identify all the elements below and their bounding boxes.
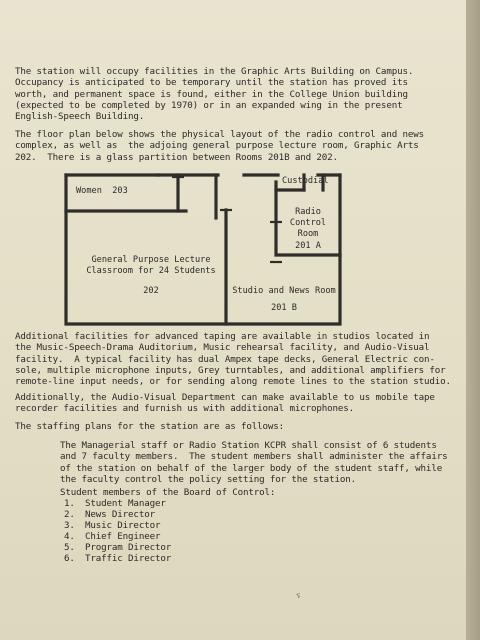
radio-control-number: 201 A xyxy=(295,241,321,251)
stray-pen-mark: ร xyxy=(296,591,301,600)
list-item: Chief Engineer xyxy=(85,531,161,542)
list-item: News Director xyxy=(85,509,155,520)
custodial-label: Custodial xyxy=(282,176,329,186)
lecture-room-number: 202 xyxy=(143,286,159,296)
staffing-intro: The staffing plans for the station are as follows: xyxy=(15,421,285,432)
list-item-number: 1. xyxy=(64,498,75,509)
intro-paragraph: The station will occupy facilities in the Graphic Arts Building on Campus. Occupancy is anticipated to be temporary until the station has proved its worth, and permanent space is found, either in the College Union building (expected to be completed by 1970) or in an expanded wing in the present English-Speech Building. xyxy=(15,66,414,123)
studio-number: 201 B xyxy=(271,303,297,313)
managerial-staff-paragraph: The Managerial staff or Radio Station KCPR shall consist of 6 students and 7 faculty members. The student members shall administer the affairs of the station on behalf of the larger body of the student staff, while the faculty control the policy setting for the station. xyxy=(60,440,448,485)
audio-visual-paragraph: Additionally, the Audio-Visual Department can make available to us mobile tape recorder facilities and furnish us with additional microphones. xyxy=(15,392,435,415)
list-item: Traffic Director xyxy=(85,553,172,564)
list-item: Music Director xyxy=(85,520,161,531)
list-item-number: 6. xyxy=(64,553,75,564)
facilities-paragraph: Additional facilities for advanced taping are available in studios located in the Music-Speech-Drama Auditorium, Music rehearsal facility, and Audio-Visual facility. A typical facility has dual Ampex tape decks, General Electric con- sole, multiple microphone inputs, Grey turntables, and additional amplifiers for remote-line input needs, or for sending along remote lines to the station studio. xyxy=(15,331,451,388)
lecture-room-label: General Purpose Lecture Classroom for 24 Students xyxy=(86,255,216,276)
list-item-number: 4. xyxy=(64,531,75,542)
list-item: Student Manager xyxy=(85,498,166,509)
list-item-number: 2. xyxy=(64,509,75,520)
studio-label: Studio and News Room xyxy=(232,286,336,296)
board-list-heading: Student members of the Board of Control: xyxy=(60,487,276,498)
floor-plan-description: The floor plan below shows the physical layout of the radio control and news complex, as well as the adjoing general purpose lecture room, Graphic Arts 202. There is a glass partition between Rooms 201B and 202. xyxy=(15,129,424,163)
list-item-number: 5. xyxy=(64,542,75,553)
radio-control-label: Radio Control Room xyxy=(289,207,327,239)
women-room-label: Women 203 xyxy=(76,186,128,196)
list-item: Program Director xyxy=(85,542,172,553)
list-item-number: 3. xyxy=(64,520,75,531)
